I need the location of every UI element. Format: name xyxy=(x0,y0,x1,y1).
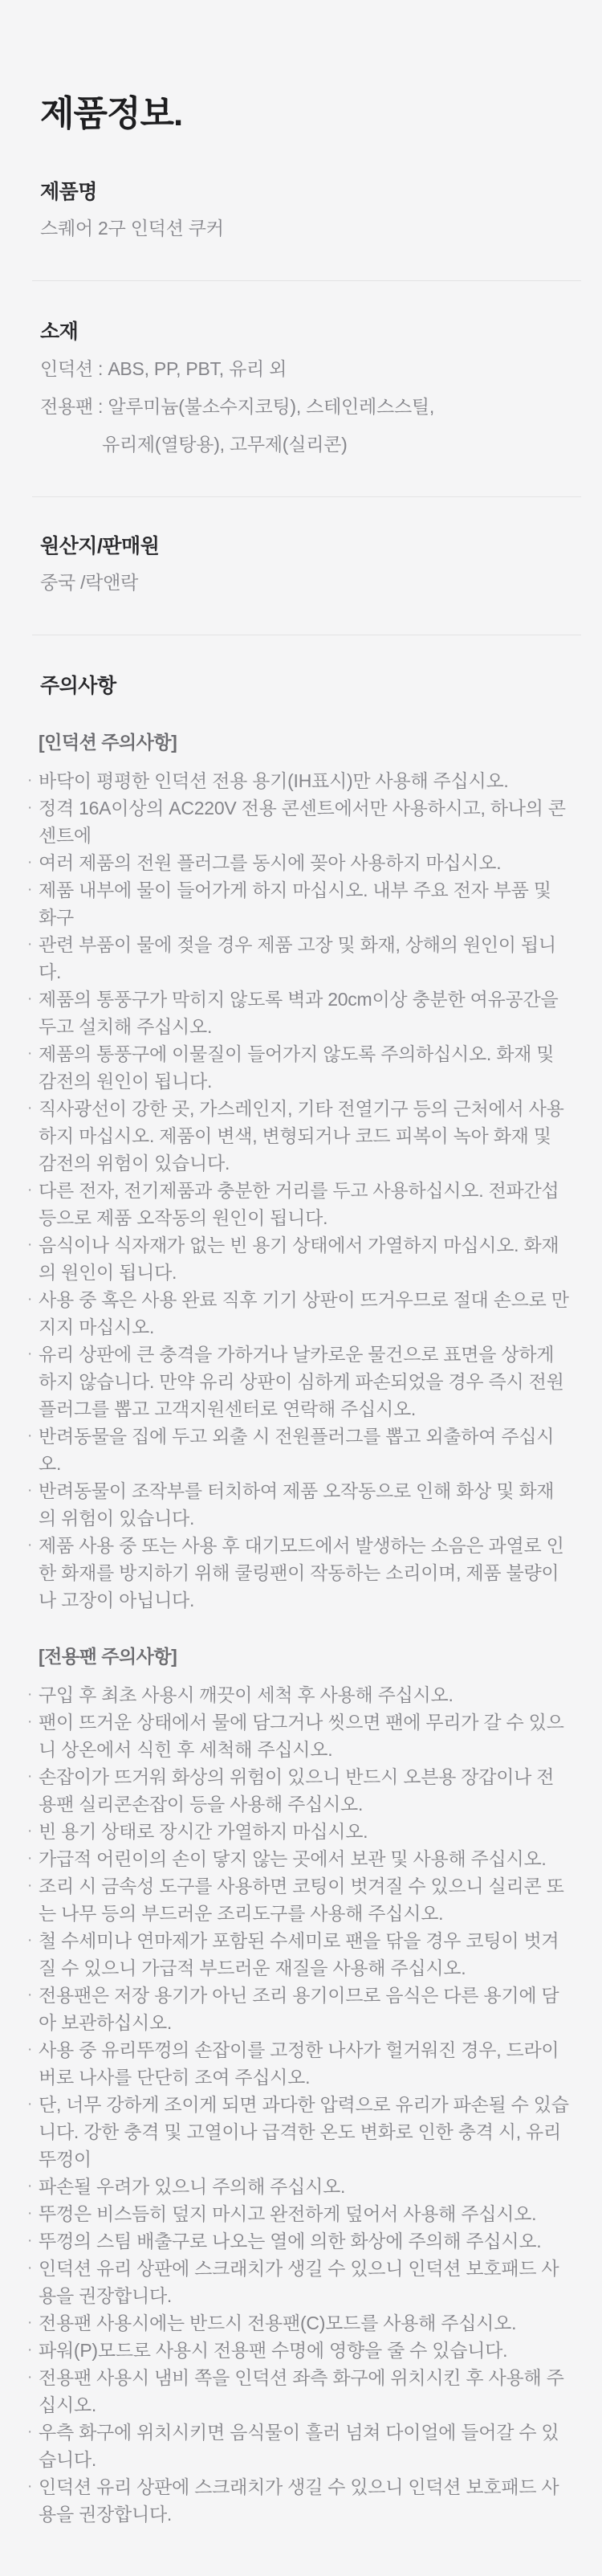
bullet-icon: · xyxy=(27,1291,33,1308)
caution-item-text: 파워(P)모드로 사용시 전용팬 수명에 영향을 줄 수 있습니다. xyxy=(39,2340,508,2361)
bullet-icon: · xyxy=(27,2041,33,2058)
bullet-icon: · xyxy=(27,1850,33,1867)
material-line-induction: 인덕션 : ABS, PP, PBT, 유리 외 xyxy=(40,358,287,379)
bullet-icon: · xyxy=(27,936,33,953)
bullet-icon: · xyxy=(27,799,33,816)
caution-item-text: 구입 후 최초 사용시 깨끗이 세척 후 사용해 주십시오. xyxy=(39,1684,454,1705)
bullet-icon: · xyxy=(27,854,33,871)
caution-item xyxy=(27,2227,571,2255)
caution-item xyxy=(27,2091,571,2173)
caution-item-text: 다른 전자, 전기제품과 충분한 거리를 두고 사용하십시오. 전파간섭 등으로 제품 오작동의 원인이 됩니다. xyxy=(39,1180,559,1228)
caution-item-text: 단, 너무 강하게 조이게 되면 과다한 압력으로 유리가 파손될 수 있습니다. 강한 충격 및 고열이나 급격한 온도 변화로 인한 충격 시, 유리 뚜껑이 xyxy=(39,2094,569,2170)
bullet-icon: · xyxy=(27,1345,33,1362)
caution-item xyxy=(27,1341,571,1423)
material-heading: 소재 xyxy=(40,320,79,343)
bullet-icon: · xyxy=(27,772,33,789)
caution-item xyxy=(27,1763,571,1818)
caution-item xyxy=(27,1177,571,1231)
caution-item-list xyxy=(27,1681,571,2528)
caution-item-text: 손잡이가 뜨거워 화상의 위험이 있으니 반드시 오븐용 장갑이나 전용팬 실리콘손잡이 등을 사용해 주십시오. xyxy=(39,1766,555,1815)
bullet-icon: · xyxy=(27,1877,33,1894)
bullet-icon: · xyxy=(27,1100,33,1117)
caution-group xyxy=(27,1643,571,2528)
caution-item-text: 관련 부품이 물에 젖을 경우 제품 고장 및 화재, 상해의 원인이 됩니다. xyxy=(39,934,556,982)
bullet-icon: · xyxy=(27,2096,33,2113)
material-line-pan-continued: 유리제(열탕용), 고무제(실리콘) xyxy=(102,434,348,455)
caution-item-text: 철 수세미나 연마제가 포함된 수세미로 팬을 닦을 경우 코팅이 벗겨질 수 있으니 가급적 부드러운 재질을 사용해 주십시오. xyxy=(39,1930,559,1978)
origin-heading: 원산지/판매원 xyxy=(40,535,160,557)
bullet-icon: · xyxy=(27,2423,33,2440)
caution-item-text: 조리 시 금속성 도구를 사용하면 코팅이 벗겨질 수 있으니 실리콘 또는 나무 등의 부드러운 조리도구를 사용해 주십시오. xyxy=(39,1876,564,1924)
bullet-icon: · xyxy=(27,1182,33,1198)
bullet-icon: · xyxy=(27,1686,33,1703)
caution-groups xyxy=(27,729,571,2528)
caution-item xyxy=(27,1095,571,1177)
caution-item-text: 반려동물이 조작부를 터치하여 제품 오작동으로 인해 화상 및 화재의 위험이 있습니다. xyxy=(39,1480,555,1529)
caution-item xyxy=(27,2309,571,2337)
caution-item-text: 직사광선이 강한 곳, 가스레인지, 기타 전열기구 등의 근처에서 사용하지 마십시오. 제품이 변색, 변형되거나 코드 피복이 녹아 화재 및 감전의 위험이 있습니다. xyxy=(39,1098,564,1174)
bullet-icon: · xyxy=(27,1932,33,1949)
caution-item xyxy=(27,2473,571,2528)
bullet-icon: · xyxy=(27,1713,33,1730)
caution-item-text: 파손될 우려가 있으니 주의해 주십시오. xyxy=(39,2176,346,2197)
bullet-icon: · xyxy=(27,2205,33,2222)
caution-item-text: 인덕션 유리 상판에 스크래치가 생길 수 있으니 인덕션 보호패드 사용을 권장합니다. xyxy=(39,2476,559,2525)
caution-group-subheading: [전용팬 주의사항] xyxy=(39,1646,177,1667)
caution-item xyxy=(27,1872,571,1927)
caution-item xyxy=(27,1532,571,1614)
caution-item xyxy=(27,2419,571,2473)
caution-item xyxy=(27,1845,571,1872)
divider xyxy=(32,496,581,497)
caution-item-text: 제품 내부에 물이 들어가게 하지 마십시오. 내부 주요 전자 부품 및 화구 xyxy=(39,880,551,928)
origin-value: 중국 /락앤락 xyxy=(40,572,139,593)
caution-item xyxy=(27,1423,571,1477)
caution-item-list xyxy=(27,767,571,1614)
divider xyxy=(32,280,581,281)
bullet-icon: · xyxy=(27,1537,33,1553)
bullet-icon: · xyxy=(27,1823,33,1839)
caution-item-text: 뚜껑은 비스듬히 덮지 마시고 완전하게 덮어서 사용해 주십시오. xyxy=(39,2203,537,2224)
caution-item xyxy=(27,986,571,1040)
bullet-icon: · xyxy=(27,1986,33,2003)
caution-group xyxy=(27,729,571,1614)
bullet-icon: · xyxy=(27,2178,33,2194)
caution-item-text: 반려동물을 집에 두고 외출 시 전원플러그를 뽑고 외출하여 주십시오. xyxy=(39,1426,555,1474)
bullet-icon: · xyxy=(27,2260,33,2276)
caution-item xyxy=(27,1818,571,1845)
caution-item xyxy=(27,2364,571,2419)
caution-item-text: 바닥이 평평한 인덕션 전용 용기(IH표시)만 사용해 주십시오. xyxy=(39,770,509,791)
caution-item-text: 전용팬 사용시에는 반드시 전용팬(C)모드를 사용해 주십시오. xyxy=(39,2313,517,2333)
caution-item xyxy=(27,1927,571,1982)
material-line-pan: 전용팬 : 알루미늄(불소수지코팅), 스테인레스스틸, xyxy=(40,396,435,417)
page-title: 제품정보. xyxy=(40,94,183,133)
caution-item-text: 제품의 통풍구에 이물질이 들어가지 않도록 주의하십시오. 화재 및 감전의 원인이 됩니다. xyxy=(39,1043,555,1092)
caution-item xyxy=(27,1286,571,1341)
caution-item-text: 여러 제품의 전원 플러그를 동시에 꽂아 사용하지 마십시오. xyxy=(39,852,502,873)
caution-item xyxy=(27,876,571,931)
caution-item xyxy=(27,931,571,986)
caution-item-text: 가급적 어린이의 손이 닿지 않는 곳에서 보관 및 사용해 주십시오. xyxy=(39,1848,547,1869)
caution-item-text: 제품의 통풍구가 막히지 않도록 벽과 20cm이상 충분한 여유공간을 두고 설치해 주십시오. xyxy=(39,989,559,1037)
caution-item-text: 전용팬은 저장 용기가 아닌 조리 용기이므로 음식은 다른 용기에 담아 보관하십시오. xyxy=(39,1985,559,2033)
caution-item-text: 사용 중 유리뚜껑의 손잡이를 고정한 나사가 헐거워진 경우, 드라이버로 나사를 단단히 조여 주십시오. xyxy=(39,2039,559,2088)
product-name-heading: 제품명 xyxy=(40,181,97,203)
bullet-icon: · xyxy=(27,990,33,1007)
caution-item-text: 팬이 뜨거운 상태에서 물에 담그거나 씻으면 팬에 무리가 갈 수 있으니 상온에서 식힌 후 세척해 주십시오. xyxy=(39,1712,564,1760)
caution-item-text: 음식이나 식자재가 없는 빈 용기 상태에서 가열하지 마십시오. 화재의 원인이 됩니다. xyxy=(39,1235,559,1283)
caution-group-subheading: [인덕션 주의사항] xyxy=(39,732,177,753)
cautions-heading: 주의사항 xyxy=(40,675,116,697)
bullet-icon: · xyxy=(27,1236,33,1253)
caution-item xyxy=(27,2255,571,2309)
caution-item-text: 뚜껑의 스팀 배출구로 나오는 열에 의한 화상에 주의해 주십시오. xyxy=(39,2231,542,2251)
section-cautions xyxy=(27,674,571,2528)
bullet-icon: · xyxy=(27,2478,33,2495)
section-product-name xyxy=(40,180,571,240)
section-origin xyxy=(40,534,571,594)
product-name-value: 스퀘어 2구 인덕션 쿠커 xyxy=(40,218,224,239)
section-material xyxy=(40,320,571,456)
caution-item xyxy=(27,1681,571,1708)
caution-item-text: 정격 16A이상의 AC220V 전용 콘센트에서만 사용하시고, 하나의 콘센트에 xyxy=(39,798,566,846)
caution-item-text: 제품 사용 중 또는 사용 후 대기모드에서 발생하는 소음은 과열로 인한 화재를 방지하기 위해 쿨링팬이 작동하는 소리이며, 제품 불량이나 고장이 아닙니다. xyxy=(39,1535,564,1611)
bullet-icon: · xyxy=(27,1768,33,1785)
bullet-icon: · xyxy=(27,881,33,898)
caution-item xyxy=(27,849,571,876)
caution-item xyxy=(27,1231,571,1286)
bullet-icon: · xyxy=(27,1482,33,1499)
bullet-icon: · xyxy=(27,2314,33,2331)
bullet-icon: · xyxy=(27,2369,33,2386)
caution-item xyxy=(27,2173,571,2200)
caution-item xyxy=(27,1982,571,2036)
bullet-icon: · xyxy=(27,2232,33,2249)
caution-item xyxy=(27,2036,571,2091)
caution-item xyxy=(27,1708,571,1763)
caution-item-text: 전용팬 사용시 냄비 쪽을 인덕션 좌측 화구에 위치시킨 후 사용해 주십시오. xyxy=(39,2367,564,2415)
caution-item xyxy=(27,1040,571,1095)
caution-item xyxy=(27,2200,571,2227)
bullet-icon: · xyxy=(27,1427,33,1444)
bullet-icon: · xyxy=(27,1045,33,1062)
caution-item xyxy=(27,794,571,849)
caution-item-text: 유리 상판에 큰 충격을 가하거나 날카로운 물건으로 표면을 상하게 하지 않습니다. 만약 유리 상판이 심하게 파손되었을 경우 즉시 전원플러그를 뽑고 고객지원센터로 연락해 주십시오. xyxy=(39,1344,564,1419)
caution-item-text: 인덕션 유리 상판에 스크래치가 생길 수 있으니 인덕션 보호패드 사용을 권장합니다. xyxy=(39,2258,559,2306)
caution-item-text: 우측 화구에 위치시키면 음식물이 흘러 넘쳐 다이얼에 들어갈 수 있습니다. xyxy=(39,2422,559,2470)
caution-item xyxy=(27,1477,571,1532)
caution-item xyxy=(27,2337,571,2364)
caution-item xyxy=(27,767,571,794)
bullet-icon: · xyxy=(27,2341,33,2358)
caution-item-text: 빈 용기 상태로 장시간 가열하지 마십시오. xyxy=(39,1821,368,1842)
caution-item-text: 사용 중 혹은 사용 완료 직후 기기 상판이 뜨거우므로 절대 손으로 만지지 마십시오. xyxy=(39,1289,569,1337)
